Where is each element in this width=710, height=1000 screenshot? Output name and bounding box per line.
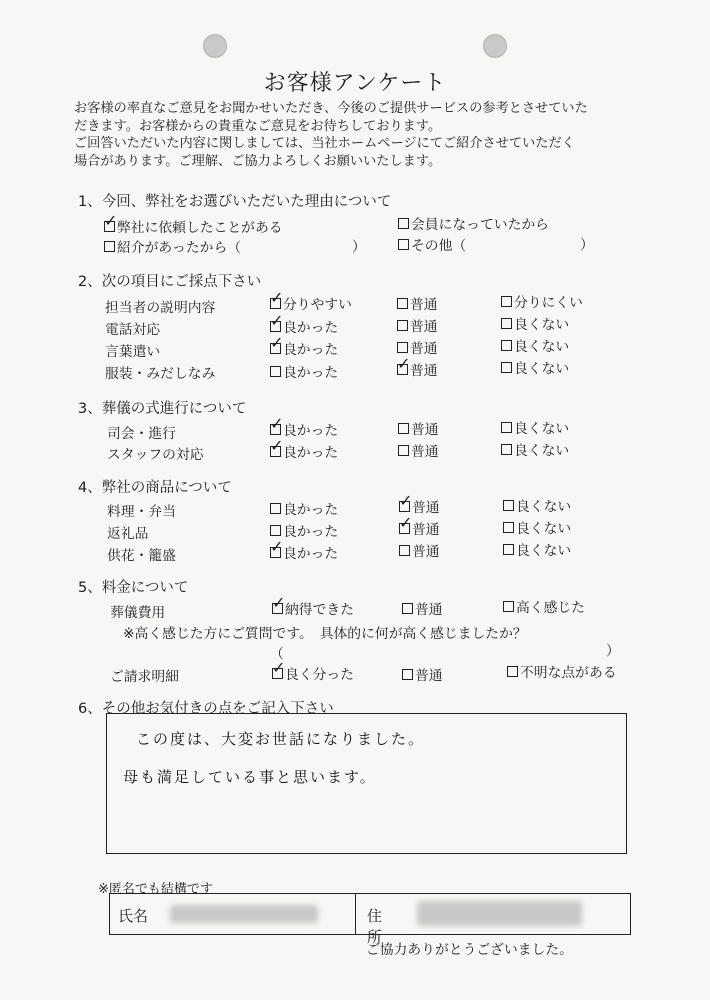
option[interactable]: ✓ 良かった <box>270 542 338 562</box>
checkbox[interactable] <box>104 241 115 252</box>
checkbox[interactable] <box>397 342 408 353</box>
q2-heading: 2、次の項目にご採点下さい <box>78 274 262 290</box>
address-label: 住所 <box>367 907 383 946</box>
option[interactable]: ✓ 普通 <box>399 518 440 538</box>
option[interactable]: 良くない <box>501 439 569 459</box>
option[interactable]: 良くない <box>501 357 569 377</box>
option[interactable]: 分りにくい <box>501 291 583 311</box>
checkbox[interactable] <box>398 218 409 229</box>
q5-note: ※高く感じた方にご質問です。 具体的に何が高く感じましたか？ <box>123 626 527 642</box>
intro-text <box>74 100 654 170</box>
checkbox[interactable] <box>270 298 281 309</box>
q5-row-label: ご請求明細 <box>110 669 179 685</box>
q3-heading: 3、葬儀の式進行について <box>78 401 247 417</box>
option[interactable]: ✓ 良かった <box>270 419 338 439</box>
identity-box <box>109 893 631 946</box>
checkbox[interactable] <box>501 444 512 455</box>
option[interactable]: ✓ 良かった <box>270 441 338 461</box>
q1-option-referral[interactable]: 紹介があったから（ <box>104 236 241 256</box>
intro-line: だきます。お客様からの貴重なご意見をお待ちしております。 <box>74 118 442 134</box>
q4-row-label: 返礼品 <box>107 526 149 542</box>
option[interactable]: ✓ 良かった <box>270 338 338 358</box>
punch-hole-right <box>483 34 507 58</box>
option[interactable]: 普通 <box>397 293 438 313</box>
intro-line: ご回答いただいた内容に関しましては、当社ホームページにてご紹介させていただく <box>74 136 575 151</box>
name-label: 氏名 <box>118 907 149 925</box>
q2-row-label: 服装・みだしなみ <box>105 366 216 382</box>
q3-row-label: スタッフの対応 <box>107 447 204 463</box>
handwritten-comment-line: この度は、大変お世話になりました。 <box>136 730 426 748</box>
option[interactable]: ✓ 納得できた <box>272 598 354 618</box>
checkbox[interactable] <box>402 669 413 680</box>
option[interactable]: 普通 <box>402 598 443 618</box>
checkbox[interactable] <box>398 239 409 250</box>
q3-row-label: 司会・進行 <box>107 426 176 442</box>
checkbox[interactable] <box>270 343 281 354</box>
option[interactable]: 良くない <box>503 517 571 537</box>
checkbox[interactable] <box>399 501 410 512</box>
option[interactable]: ✓ 普通 <box>399 496 440 516</box>
q1-option-other[interactable]: その他（ <box>398 234 466 254</box>
q1-option-member[interactable]: 会員になっていたから <box>398 213 549 233</box>
checkbox[interactable] <box>397 298 408 309</box>
option[interactable]: 普通 <box>399 540 440 560</box>
q4-row-label: 供花・籠盛 <box>107 548 176 564</box>
checkbox[interactable] <box>501 422 512 433</box>
checkbox[interactable] <box>503 601 514 612</box>
checkbox[interactable] <box>397 320 408 331</box>
q5-row-label: 葬儀費用 <box>110 605 166 621</box>
checkbox[interactable] <box>270 424 281 435</box>
q1-heading: 1、今回、弊社をお選びいただいた理由について <box>78 194 392 210</box>
option[interactable]: 良くない <box>501 335 569 355</box>
paren-close: ） <box>606 643 620 659</box>
checkbox[interactable] <box>503 500 514 511</box>
q2-row-label: 電話対応 <box>105 322 161 338</box>
checkbox[interactable] <box>398 445 409 456</box>
option[interactable]: 良くない <box>501 313 569 333</box>
checkbox[interactable] <box>270 366 281 377</box>
q4-row-label: 料理・弁当 <box>107 504 176 520</box>
thanks-message: ご協力ありがとうございました。 <box>366 942 573 958</box>
checkbox[interactable] <box>501 340 512 351</box>
option[interactable]: 高く感じた <box>503 596 585 616</box>
option[interactable]: 良くない <box>501 417 569 437</box>
option[interactable]: 良かった <box>270 498 338 518</box>
redacted-address <box>417 901 582 926</box>
checkbox[interactable] <box>104 221 115 232</box>
checkbox[interactable] <box>270 525 281 536</box>
checkbox[interactable] <box>270 321 281 332</box>
option[interactable]: ✓ 良かった <box>270 316 338 336</box>
checkbox[interactable] <box>398 423 409 434</box>
option[interactable]: ✓ 普通 <box>397 359 438 379</box>
checkbox[interactable] <box>270 547 281 558</box>
option[interactable]: 良くない <box>503 495 571 515</box>
intro-line: お客様の率直なご意見をお聞かせいただき、今後のご提供サービスの参考とさせていた <box>74 101 588 116</box>
punch-hole-left <box>203 34 227 58</box>
checkbox[interactable] <box>272 668 283 679</box>
checkbox[interactable] <box>402 603 413 614</box>
checkbox[interactable] <box>501 362 512 373</box>
q2-row-label: 言葉遣い <box>105 344 161 360</box>
checkbox[interactable] <box>501 296 512 307</box>
option[interactable]: 普通 <box>397 337 438 357</box>
q6-heading: 6、その他お気付きの点をご記入下さい <box>78 701 334 717</box>
redacted-name <box>170 905 318 923</box>
paren-close: ） <box>580 237 594 253</box>
option[interactable]: 不明な点がある <box>507 661 617 681</box>
checkbox[interactable] <box>270 503 281 514</box>
checkbox[interactable] <box>399 523 410 534</box>
option[interactable]: 良くない <box>503 539 571 559</box>
anonymous-note: ※匿名でも結構です <box>98 882 213 897</box>
q2-row-label: 担当者の説明内容 <box>105 300 216 316</box>
q5-heading: 5、料金について <box>78 580 189 596</box>
checkbox[interactable] <box>397 364 408 375</box>
option[interactable]: 良かった <box>270 361 338 381</box>
option[interactable]: 普通 <box>398 440 439 460</box>
paren-close: ） <box>352 239 366 255</box>
name-cell[interactable] <box>110 894 356 934</box>
checkbox[interactable] <box>503 522 514 533</box>
checkbox[interactable] <box>503 544 514 555</box>
checkbox[interactable] <box>399 545 410 556</box>
option[interactable]: 普通 <box>402 664 443 684</box>
checkbox[interactable] <box>501 318 512 329</box>
q4-heading: 4、弊社の商品について <box>78 480 232 496</box>
intro-line: 場合があります。ご理解、ご協力よろしくお願いいたします。 <box>74 153 442 169</box>
q1-option-previous[interactable]: ✓弊社に依頼したことがある <box>104 216 283 236</box>
option[interactable]: 普通 <box>398 418 439 438</box>
paren-open: （ <box>270 646 284 662</box>
checkbox[interactable] <box>272 603 283 614</box>
handwritten-comment-line: 母も満足している事と思います。 <box>123 768 377 786</box>
checkbox[interactable] <box>507 666 518 677</box>
checkbox[interactable] <box>270 446 281 457</box>
option[interactable]: 普通 <box>397 315 438 335</box>
option[interactable]: ✓ 分りやすい <box>270 293 352 313</box>
option[interactable]: ✓ 良く分った <box>272 663 354 683</box>
option[interactable]: 良かった <box>270 520 338 540</box>
page-title: お客様アンケート <box>263 71 447 96</box>
